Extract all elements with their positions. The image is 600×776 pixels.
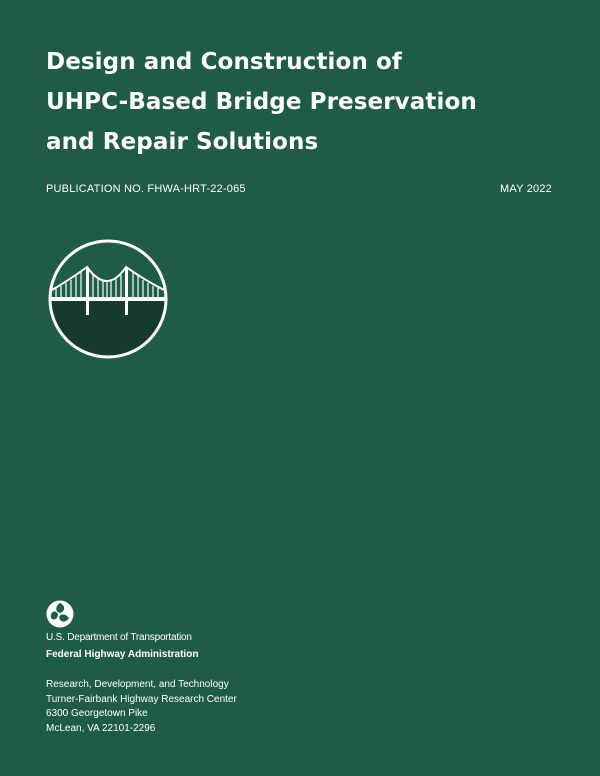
publication-date: MAY 2022 xyxy=(500,183,552,195)
publication-number: PUBLICATION NO. FHWA-HRT-22-065 xyxy=(46,183,246,195)
bridge-icon xyxy=(46,237,170,361)
report-title xyxy=(46,42,566,162)
title-line-1: Design and Construction of xyxy=(46,49,403,75)
department-name: U.S. Department of Transportation xyxy=(46,632,192,643)
address-block xyxy=(46,678,237,736)
address-line-1: Research, Development, and Technology xyxy=(46,679,229,690)
title-line-2: UHPC-Based Bridge Preservation xyxy=(46,89,477,115)
title-line-3: and Repair Solutions xyxy=(46,129,319,155)
address-line-3: 6300 Georgetown Pike xyxy=(46,708,148,719)
address-line-4: McLean, VA 22101-2296 xyxy=(46,722,156,734)
usdot-logo-icon xyxy=(46,600,74,628)
agency-name: Federal Highway Administration xyxy=(46,649,199,660)
address-line-2: Turner-Fairbank Highway Research Center xyxy=(46,693,237,705)
